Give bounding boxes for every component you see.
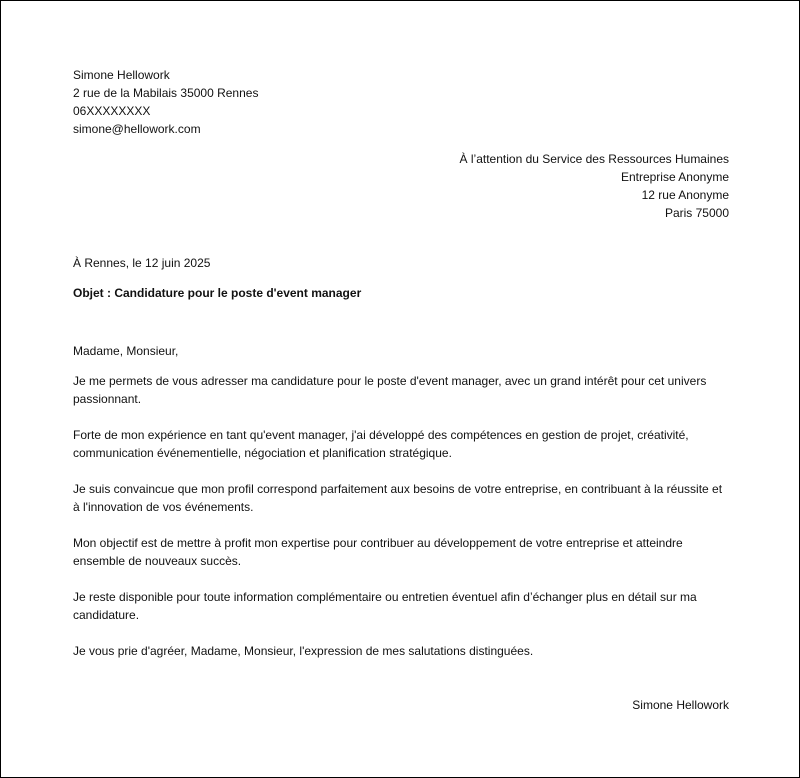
signature xyxy=(73,696,729,714)
recipient-attention: À l’attention du Service des Ressources Humaines xyxy=(459,152,729,166)
sender-address: 2 rue de la Mabilais 35000 Rennes xyxy=(73,86,259,100)
paragraph-3: Je suis convaincue que mon profil correspond parfaitement aux besoins de votre entreprise, en contribuant à la réussite et à l'innovation de vos événements. xyxy=(73,482,723,514)
recipient-block xyxy=(73,150,729,222)
signature-text: Simone Hellowork xyxy=(632,698,729,712)
recipient-street: 12 rue Anonyme xyxy=(641,188,729,202)
subject-text: Objet : Candidature pour le poste d'event manager xyxy=(73,286,362,300)
salutation xyxy=(73,342,729,360)
paragraph-2: Forte de mon expérience en tant qu'event manager, j'ai développé des compétences en gestion de projet, créativité, communication événementielle, négociation et planification stratégique. xyxy=(73,428,689,460)
paragraph-4: Mon objectif est de mettre à profit mon expertise pour contribuer au développement de votre entreprise et atteindre ensemble de nouveaux succès. xyxy=(73,536,683,568)
place-date xyxy=(73,254,729,272)
sender-phone: 06XXXXXXXX xyxy=(73,104,151,118)
paragraph-5: Je reste disponible pour toute information complémentaire ou entretien éventuel afin d’échanger plus en détail sur ma candidature. xyxy=(73,590,697,622)
paragraph-1: Je me permets de vous adresser ma candidature pour le poste d'event manager, avec un grand intérêt pour cet univers passionnant. xyxy=(73,374,707,406)
recipient-company: Entreprise Anonyme xyxy=(620,170,729,184)
place-date-text: À Rennes, le 12 juin 2025 xyxy=(73,256,211,270)
paragraph-6: Je vous prie d'agréer, Madame, Monsieur, l'expression de mes salutations distinguées. xyxy=(73,644,534,658)
subject-line xyxy=(73,284,729,302)
salutation-text: Madame, Monsieur, xyxy=(73,344,179,358)
sender-name: Simone Hellowork xyxy=(73,68,170,82)
sender-block xyxy=(73,66,729,138)
sender-email: simone@hellowork.com xyxy=(73,122,201,136)
recipient-city: Paris 75000 xyxy=(664,206,729,220)
